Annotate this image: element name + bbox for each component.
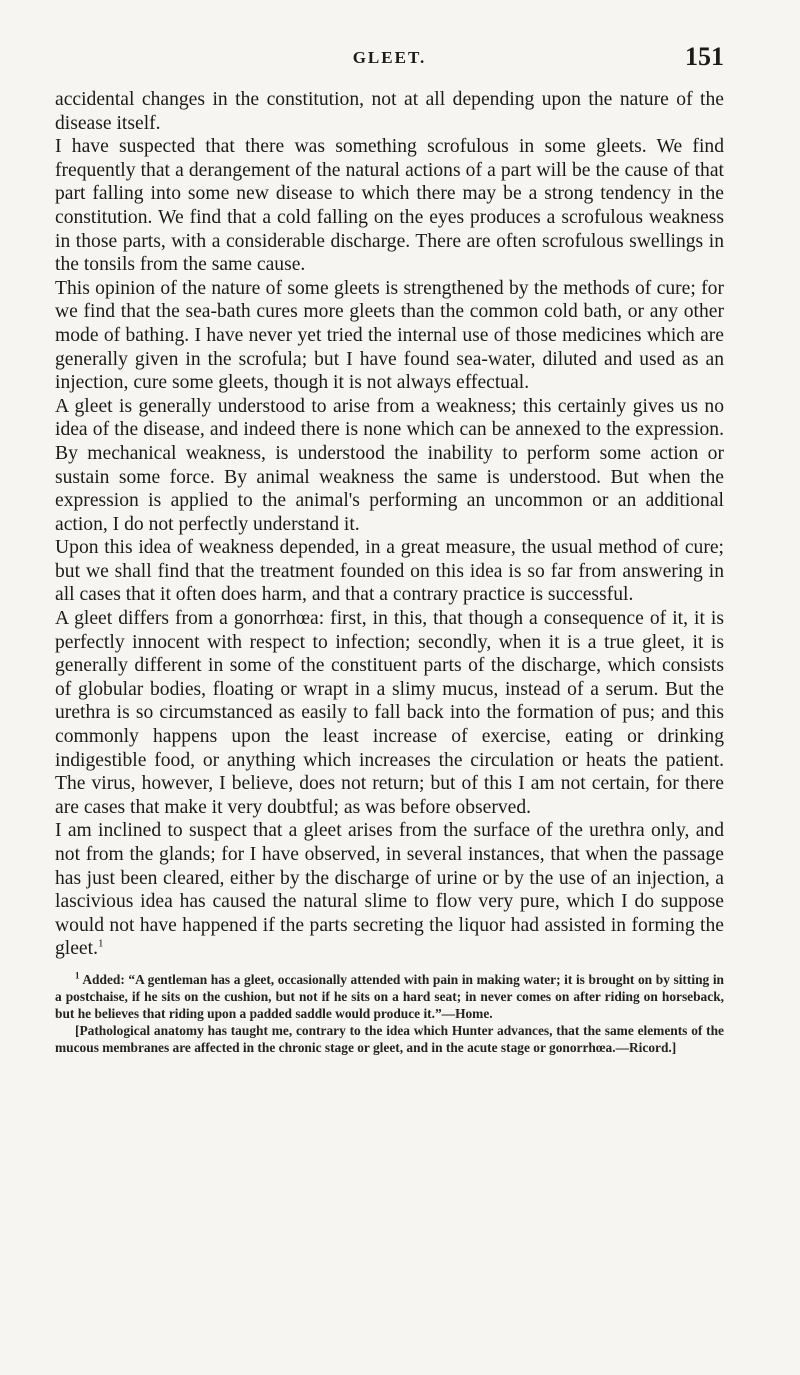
paragraph-3: This opinion of the nature of some gleets is strengthened by the methods of cure; for we find that the sea-bath cures more gleets than the common cold bath, or any other mode of bathing. I have never yet tried the internal use of those medicines which are generally given in the scrofula; but I have found sea-water, diluted and used as an injection, cure some gleets, though it is not always effectual. [55,277,724,394]
footnote-1-text: Added: “A gentleman has a gleet, occasionally attended with pain in making water; it is brought on by sitting in a postchaise, if he sits on the cushion, but not if he sits on a hard seat; in never comes on after riding on horseback, but he believes that riding upon a padded saddle would produce it.”—Home. [55,971,724,1021]
paragraph-5: Upon this idea of weakness depended, in a great measure, the usual method of cure; but we shall find that the treatment founded on this idea is so far from answering in all cases that it often does harm, and that a contrary practice is successful. [55,537,724,606]
paragraph-4: A gleet is generally understood to arise from a weakness; this certainly gives us no idea of the disease, and indeed there is none which can be annexed to the expression. By mechanical weakness, is understood the inability to perform some action or sustain some force. By animal weakness the same is understood. But when the expression is applied to the animal's performing an uncommon or an additional action, I do not perfectly understand it. [55,395,724,535]
footnote-2 [55,1022,724,1056]
paragraph-7-text: I am inclined to suspect that a gleet arises from the surface of the urethra only, and not from the glands; for I have observed, in several instances, that when the passage has just been cleared, either by the discharge of urine or by the use of an injection, a lascivious idea has caused the natural slime to flow very pure, which I do suppose would not have happened if the parts secreting the liquor had assisted in forming the gleet. [55,820,724,960]
paragraph-1: accidental changes in the constitution, not at all depending upon the nature of the disease itself. [55,89,724,134]
footnote-1-mark: 1 [75,970,80,981]
footnote-reference[interactable]: 1 [97,937,104,950]
running-head [55,42,724,84]
body-text [55,88,724,961]
footnotes [55,971,724,1056]
footnote-1 [55,971,724,1022]
running-head-title: GLEET. [352,48,427,67]
page-number: 151 [685,42,724,71]
paragraph-7 [55,819,724,961]
paragraph-2: I have suspected that there was something scrofulous in some gleets. We find frequently that a derangement of the natural actions of a part will be the cause of that part falling into some new disease to which there may be a strong tendency in the constitution. We find that a cold falling on the eyes produces a scrofulous weakness in those parts, with a considerable discharge. There are often scrofulous swellings in the tonsils from the same cause. [55,136,724,276]
footnote-2-text: [Pathological anatomy has taught me, contrary to the idea which Hunter advances, that the same elements of the mucous membranes are affected in the chronic stage or gleet, and in the acute stage or gonorrhœa.—Ricord.] [55,1022,724,1055]
paragraph-6: A gleet differs from a gonorrhœa: first, in this, that though a consequence of it, it is perfectly innocent with respect to infection; secondly, when it is a true gleet, it is generally different in some of the constituent parts of the discharge, which consists of globular bodies, floating or wrapt in a slimy mucus, instead of a serum. But the urethra is so circumstanced as easily to fall back into the formation of pus; and this commonly happens upon the least increase of exercise, eating or drinking indigestible food, or anything which increases the circulation or heats the patient. The virus, however, I believe, does not return; but of this I am not certain, for there are cases that make it very doubtful; as was before observed. [55,608,724,818]
